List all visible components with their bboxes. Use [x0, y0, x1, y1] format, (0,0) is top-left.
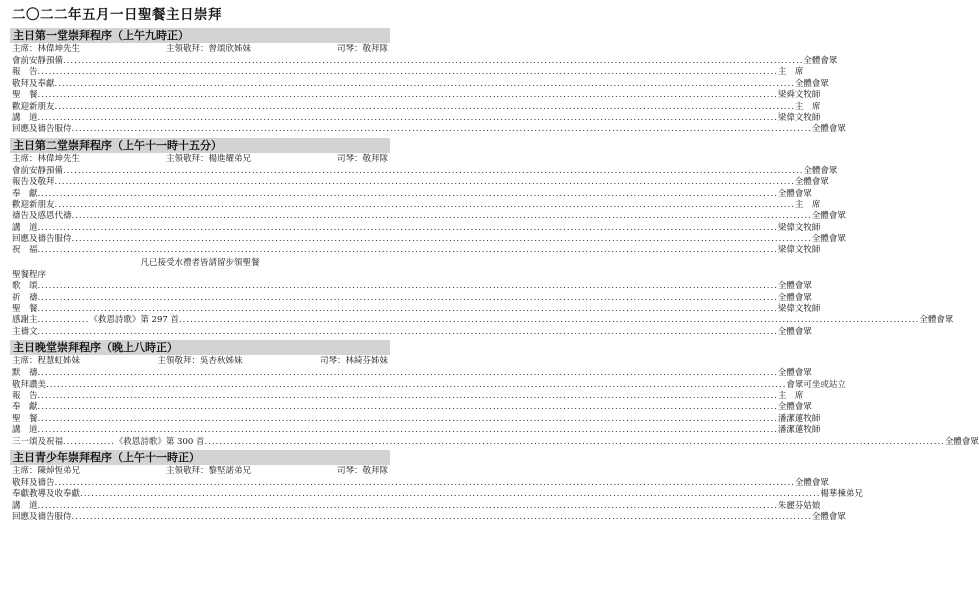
program-line — [10, 188, 812, 200]
program-item: 報告及敬拜 — [12, 177, 55, 188]
program-line — [10, 413, 821, 425]
program-person: 全體會眾 — [803, 165, 838, 176]
program-line — [10, 245, 821, 256]
leader-dots: ........................................................................................................................................................................................................ — [37, 304, 778, 315]
worship-leader: 主領敬拜：吳杏秋姊妹 — [157, 356, 243, 367]
leader-dots: ........................................................................................................................................................................................................ — [71, 512, 812, 523]
program-person: 全體會眾 — [794, 477, 829, 488]
leader-dots: ........................................................................................................................................................................................................ — [63, 165, 804, 176]
leader-dots: ........................................................................................................................................................................................................ — [63, 56, 804, 66]
program-line — [10, 315, 954, 326]
leader-dots: ........................................................................................................................................................................................................ — [54, 101, 795, 112]
program-person: 楊華棟弟兄 — [820, 489, 863, 500]
program-person: 全體會眾 — [811, 124, 846, 135]
program-line — [10, 512, 846, 523]
leader-dots: ........................................................................................................................................................................................................ — [54, 477, 795, 488]
program-person: 全體會眾 — [919, 315, 954, 326]
program-item: 奉獻教導及收奉獻 — [12, 489, 81, 500]
program-person: 主 席 — [777, 67, 804, 78]
service-section-4 — [10, 450, 863, 524]
service-section-3 — [10, 340, 979, 448]
program-line — [10, 101, 821, 113]
program-person: 全體會眾 — [794, 78, 829, 89]
program-line — [10, 165, 838, 177]
program-item: 講 道 — [12, 112, 38, 123]
program-line — [10, 222, 821, 234]
pianist: 司琴：敬拜隊 — [336, 153, 388, 164]
leader-dots: ........................................................................................................................................................................................................ — [54, 177, 795, 188]
program-line — [10, 379, 846, 391]
program-item: 聖 餐 — [12, 413, 38, 424]
leader-dots: ........................................................................................................................................................................................................ — [37, 402, 778, 413]
program-item: 會前安靜預備 — [12, 165, 64, 176]
leader-dots: ........................................................................................................................................................................................................ — [37, 188, 778, 199]
service-section-1 — [10, 28, 846, 136]
program-person: 梁偉文牧師 — [777, 222, 821, 233]
program-item: 講 道 — [12, 222, 38, 233]
program-item: 歡迎新朋友 — [12, 101, 55, 112]
program-line — [10, 292, 812, 304]
hymn-reference: 《救恩詩歌》第 297 首 — [89, 315, 179, 326]
program-item: 祝 福 — [12, 245, 38, 256]
program-item: 三一頌及祝福 — [12, 436, 64, 447]
leader-dots: ........................................................................................................................................................................................................ — [204, 436, 945, 447]
worship-leader: 主領敬拜：曾頌欣姊妹 — [165, 44, 251, 54]
program-person: 梁偉文牧師 — [777, 245, 821, 256]
program-line — [10, 234, 846, 245]
leader-dots: ........................................................................................................................................................................................................ — [54, 78, 795, 89]
program-item: 回應及禱告服侍 — [12, 124, 72, 135]
leader-dots: ........................................................................................................................................................................................................ — [37, 326, 778, 337]
chairperson: 主席：陳焯恆弟兄 — [12, 465, 81, 476]
leader-dots: ........................................................................................................................................................................................................ — [37, 90, 778, 101]
service-section-2 — [10, 138, 954, 338]
program-item: 歌 頌 — [12, 281, 38, 292]
leader-dots: ........................................................................................................................................................................................................ — [37, 413, 778, 424]
program-line — [10, 390, 804, 402]
program-item: 講 道 — [12, 500, 38, 511]
leader-dots: ........................................................................................................................................................................................................ — [37, 292, 778, 303]
leader-dots: ........................................................................................................................................................................................................ — [37, 500, 778, 511]
leader-dots: .............. — [63, 436, 115, 447]
leader-dots: ........................................................................................................................................................................................................ — [178, 315, 920, 326]
leader-dots: ........................................................................................................................................................................................................ — [37, 368, 778, 379]
program-item: 奉 獻 — [12, 402, 38, 413]
program-line — [10, 177, 829, 188]
program-person: 梁舜文牧師 — [777, 90, 821, 101]
program-person: 潘潔蓮牧師 — [777, 425, 821, 436]
leader-dots: ........................................................................................................................................................................................................ — [37, 281, 778, 292]
program-person: 全體會眾 — [811, 211, 846, 222]
leader-dots: ........................................................................................................................................................................................................ — [71, 234, 812, 245]
leader-dots: ........................................................................................................................................................................................................ — [37, 390, 778, 401]
leader-dots: .............. — [37, 315, 90, 326]
program-item: 歡迎新朋友 — [12, 199, 55, 210]
program-line — [10, 500, 821, 512]
program-person: 主 席 — [794, 101, 821, 112]
program-person: 全體會眾 — [944, 436, 979, 447]
program-person: 全體會眾 — [794, 177, 829, 188]
program-item: 敬拜及奉獻 — [12, 78, 55, 89]
communion-subheading: 聖餐程序 — [12, 269, 47, 280]
section-meta — [10, 153, 390, 166]
program-item: 敬拜讚美 — [12, 379, 47, 390]
program-item: 報 告 — [12, 390, 38, 401]
program-line — [10, 489, 863, 500]
program-line — [10, 211, 846, 222]
program-person: 全體會眾 — [777, 368, 812, 379]
program-line — [10, 436, 979, 448]
communion-notice: 凡已接受水禮者皆請留步領聖餐 — [140, 257, 260, 268]
program-line — [10, 281, 812, 292]
program-item: 回應及禱告服侍 — [12, 234, 72, 245]
worship-leader: 主領敬拜：楊進耀弟兄 — [165, 153, 251, 164]
program-person: 全體會眾 — [777, 281, 812, 292]
program-person: 全體會眾 — [811, 512, 846, 523]
program-person: 梁偉文牧師 — [777, 304, 821, 315]
leader-dots: ........................................................................................................................................................................................................ — [37, 245, 778, 256]
program-item: 主禱文 — [12, 326, 38, 337]
program-line — [10, 326, 812, 338]
leader-dots: ........................................................................................................................................................................................................ — [37, 67, 778, 78]
worship-leader: 主領敬拜：黎堅諾弟兄 — [165, 465, 251, 476]
program-item: 祈 禱 — [12, 292, 38, 303]
chairperson: 主席：程慧虹姊妹 — [12, 356, 81, 367]
hymn-reference: 《救恩詩歌》第 300 首 — [114, 436, 205, 447]
section-header: 主日青少年崇拜程序（上午十一時正） — [10, 450, 390, 465]
chairperson: 主席：林偉坤先生 — [12, 44, 81, 54]
program-line — [10, 304, 821, 315]
leader-dots: ........................................................................................................................................................................................................ — [37, 112, 778, 123]
chairperson: 主席：林偉坤先生 — [12, 153, 81, 164]
leader-dots: ........................................................................................................................................................................................................ — [71, 124, 812, 135]
program-line — [10, 90, 821, 101]
program-item: 禱告及感恩代禱 — [12, 211, 72, 222]
program-item: 奉 獻 — [12, 188, 38, 199]
program-person: 全體會眾 — [803, 56, 838, 66]
leader-dots: ........................................................................................................................................................................................................ — [37, 425, 778, 436]
program-item: 報 告 — [12, 67, 38, 78]
section-header: 主日第二堂崇拜程序（上午十一時十五分） — [10, 138, 390, 153]
program-person: 全體會眾 — [777, 292, 812, 303]
program-person: 朱麗芬姑娘 — [777, 500, 821, 511]
program-person: 梁偉文牧師 — [777, 112, 821, 123]
leader-dots: ........................................................................................................................................................................................................ — [37, 222, 778, 233]
leader-dots: ........................................................................................................................................................................................................ — [71, 211, 812, 222]
leader-dots: ........................................................................................................................................................................................................ — [80, 489, 821, 500]
program-line — [10, 67, 804, 78]
pianist: 司琴：敬拜隊 — [336, 465, 388, 476]
program-item: 敬拜及禱告 — [12, 477, 55, 488]
program-person: 全體會眾 — [777, 402, 812, 413]
program-person: 主 席 — [794, 199, 821, 210]
program-person: 全體會眾 — [777, 188, 812, 199]
program-line — [10, 477, 829, 489]
section-meta — [10, 43, 390, 56]
program-person: 會眾可坐或站立 — [786, 379, 846, 390]
program-item: 聖 餐 — [12, 304, 38, 315]
program-item: 回應及禱告服侍 — [12, 512, 72, 523]
program-line — [10, 199, 821, 211]
page-title: 二〇二二年五月一日聖餐主日崇拜 — [12, 7, 222, 23]
section-header: 主日晚堂崇拜程序（晚上八時正） — [10, 340, 390, 355]
section-meta — [10, 355, 390, 368]
program-person: 全體會眾 — [811, 234, 846, 245]
program-item: 默 禱 — [12, 368, 38, 379]
program-item: 會前安靜預備 — [12, 56, 64, 66]
section-meta — [10, 465, 390, 478]
program-item: 聖 餐 — [12, 90, 38, 101]
pianist: 司琴：敬拜隊 — [336, 44, 388, 54]
program-person: 主 席 — [777, 390, 804, 401]
program-line — [10, 368, 812, 379]
program-line — [10, 402, 812, 413]
leader-dots: ........................................................................................................................................................................................................ — [54, 199, 795, 210]
program-line — [10, 56, 838, 67]
program-person: 潘潔蓮牧師 — [777, 413, 821, 424]
program-item: 感謝主 — [12, 315, 38, 326]
program-item: 講 道 — [12, 425, 38, 436]
program-line — [10, 78, 829, 90]
section-header: 主日第一堂崇拜程序（上午九時正） — [10, 28, 390, 43]
leader-dots: ........................................................................................................................................................................................................ — [46, 379, 787, 390]
program-person: 全體會眾 — [777, 326, 812, 337]
program-line — [10, 425, 821, 436]
program-line — [10, 124, 846, 135]
pianist: 司琴：林綺芬姊妹 — [319, 356, 388, 367]
program-line — [10, 112, 821, 124]
